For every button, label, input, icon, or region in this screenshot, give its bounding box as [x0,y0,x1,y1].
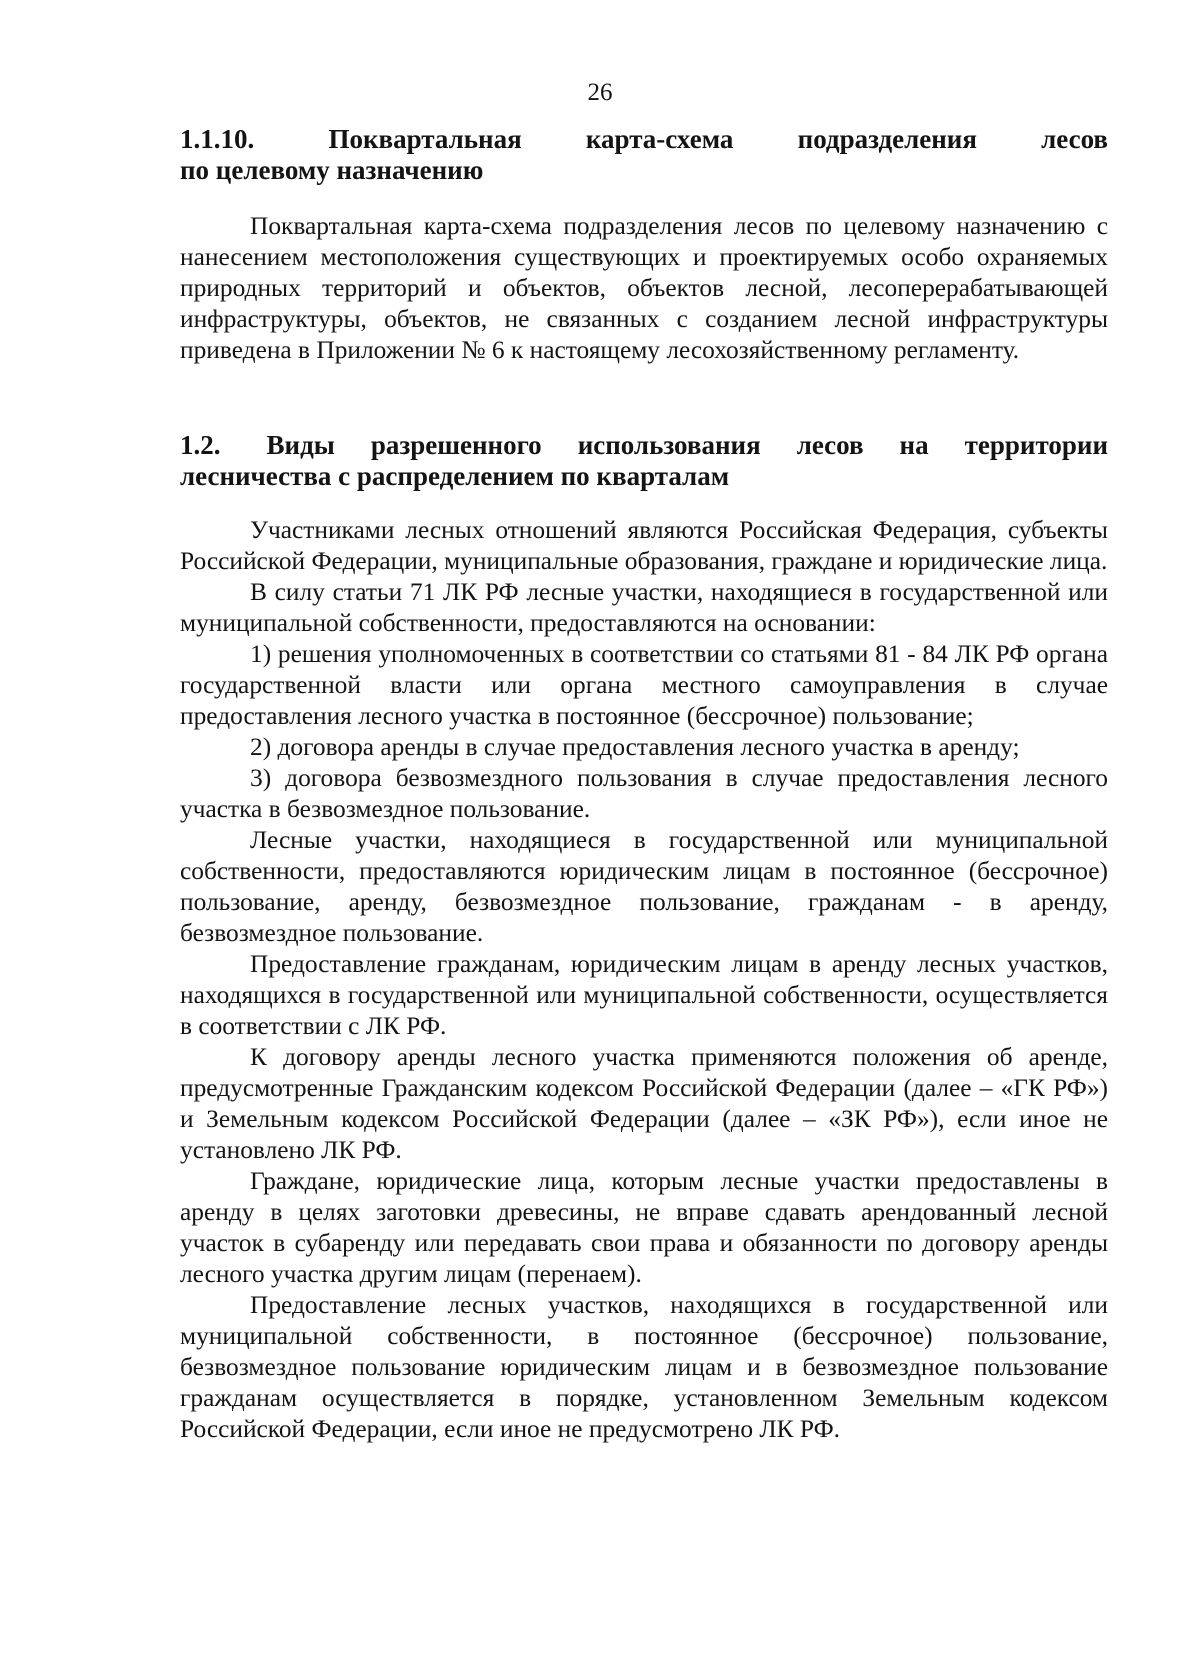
list-item: 3) договора безвозмездного пользования в случае предоставления лесного участка в безвозмездное пользование. [180,764,1108,823]
section-number: 1.2. [180,430,221,460]
list-item: 1) решения уполномоченных в соответствии со статьями 81 - 84 ЛК РФ органа государственной власти или органа местного самоуправления в случае предоставления лесного участка в постоянное (бессрочное) пользование; [180,640,1108,730]
paragraph: Поквартальная карта-схема подразделения лесов по целевому назначению с нанесением местоположения существующих и проектируемых особо охраняемых природных территорий и объектов, объектов лесной, лесоперерабатывающей инфраструктуры, объектов, не связанных с созданием лесной инфраструктуры приведена в Приложении № 6 к настоящему лесохозяйственному регламенту. [180,212,1108,364]
section-heading-1-1-10 [180,124,1108,186]
section-title-line-1: Поквартальная карта-схема подразделения лесов [328,124,1109,154]
section-title-line-1: Виды разрешенного использования лесов на территории [266,430,1109,460]
section-number: 1.1.10. [180,124,255,154]
paragraph: Участниками лесных отношений являются Российская Федерация, субъекты Российской Федерации, муниципальные образования, граждане и юридические лица. [180,516,1108,575]
section-title-line-2: лесничества с распределением по кварталам [180,461,730,491]
page-number: 26 [587,79,613,106]
paragraph: Лесные участки, находящиеся в государственной или муниципальной собственности, предоставляются юридическим лицам в постоянное (бессрочное) пользование, аренду, безвозмездное пользование, гражданам - в аренду, безвозмездное пользование. [180,826,1108,947]
paragraph: В силу статьи 71 ЛК РФ лесные участки, находящиеся в государственной или муниципальной собственности, предоставляются на основании: [180,578,1108,637]
section-body [180,515,1108,1445]
section-heading-line-1 [180,430,1108,461]
section-title-line-2: по целевому назначению [180,155,484,185]
paragraph: Граждане, юридические лица, которым лесные участки предоставлены в аренду в целях заготовки древесины, не вправе сдавать арендованный лесной участок в субаренду или передавать свои права и обязанности по договору аренды лесного участка другим лицам (перенаем). [180,1167,1108,1288]
paragraph: Предоставление лесных участков, находящихся в государственной или муниципальной собственности, в постоянное (бессрочное) пользование, безвозмездное пользование юридическим лицам и в безвозмездное пользование гражданам осуществляется в порядке, установленном Земельным кодексом Российской Федерации, если иное не предусмотрено ЛК РФ. [180,1291,1108,1443]
section-heading-line-1 [180,124,1108,155]
section-heading-1-2 [180,430,1108,492]
paragraph: Предоставление гражданам, юридическим лицам в аренду лесных участков, находящихся в государственной или муниципальной собственности, осуществляется в соответствии с ЛК РФ. [180,950,1108,1040]
paragraph: К договору аренды лесного участка применяются положения об аренде, предусмотренные Гражданским кодексом Российской Федерации (далее – «ГК РФ») и Земельным кодексом Российской Федерации (далее – «ЗК РФ»), если иное не установлено ЛК РФ. [180,1043,1108,1164]
list-item: 2) договора аренды в случае предоставления лесного участка в аренду; [250,733,1020,761]
